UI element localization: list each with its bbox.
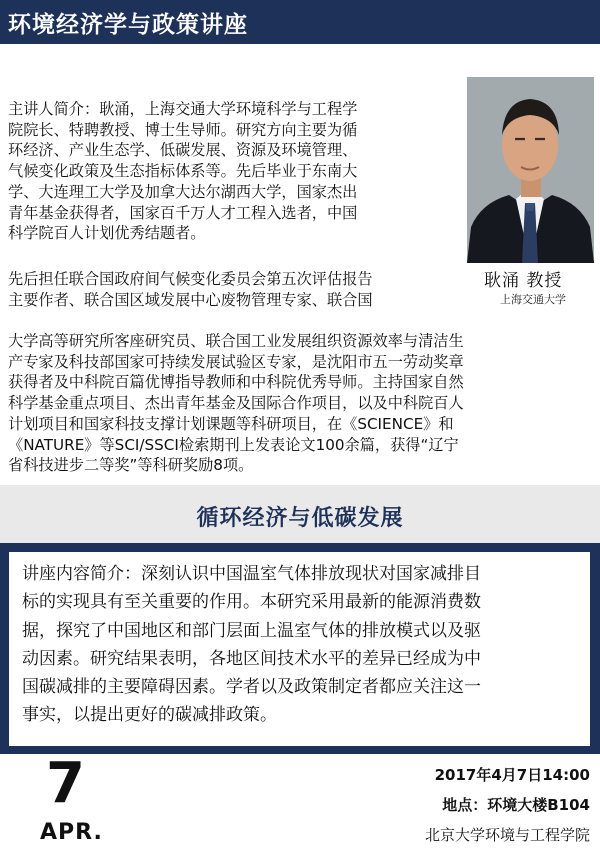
speaker-photo <box>467 77 594 263</box>
bio-line: 计划项目和国家科技支撑计划课题等科研项目，在《SCIENCE》和 <box>8 414 454 433</box>
speaker-bio-top <box>8 99 468 244</box>
bio-line: 科学基金重点项目、杰出青年基金及国际合作项目，以及中科院百人 <box>8 394 464 413</box>
lecture-title: 循环经济与低碳发展 <box>196 506 404 531</box>
bio-line: 主要作者、联合国区域发展中心废物管理专家、联合国 <box>8 290 373 309</box>
bio-line: 大学高等研究所客座研究员、联合国工业发展组织资源效率与清洁生 <box>8 332 464 350</box>
speaker-name: 耿涌 教授 <box>484 271 563 291</box>
abstract-line: 动因素。研究结果表明，各地区间技术水平的差异已经成为中 <box>22 648 481 669</box>
lecture-abstract <box>22 560 580 730</box>
event-month: APR. <box>40 820 103 845</box>
bio-line: 气候变化政策及生态指标体系等。先后毕业于东南大 <box>8 162 358 181</box>
bio-line: 产专家及科技部国家可持续发展试验区专家，是沈阳市五一劳动奖章 <box>8 352 464 371</box>
bio-line: 先后担任联合国政府间气候变化委员会第五次评估报告 <box>8 270 373 288</box>
bio-line: 院院长、特聘教授、博士生导师。研究方向主要为循 <box>8 120 358 139</box>
bio-line: 科学院百人计划优秀结题者。 <box>8 224 206 243</box>
bio-line: 学、大连理工大学及加拿大达尔湖西大学，国家杰出 <box>8 182 358 201</box>
abstract-line: 据，探究了中国地区和部门层面上温室气体的排放模式以及驱 <box>22 620 481 641</box>
abstract-line: 标的实现具有至关重要的作用。本研究采用最新的能源消费数 <box>22 592 481 613</box>
abstract-line: 国碳减排的主要障碍因素。学者以及政策制定者都应关注这一 <box>22 677 481 698</box>
abstract-line: 事实，以提出更好的碳减排政策。 <box>22 705 277 726</box>
bio-line: 省科技进步二等奖”等科研奖励8项。 <box>8 456 254 475</box>
speaker-bio-mid <box>8 269 486 310</box>
speaker-bio-bottom <box>8 331 596 476</box>
bio-line: 青年基金获得者，国家百千万人才工程入选者，中国 <box>8 203 358 222</box>
page-title: 环境经济学与政策讲座 <box>8 12 248 38</box>
speaker-affiliation: 上海交通大学 <box>500 293 566 306</box>
speaker-portrait-image <box>467 77 594 263</box>
bio-line: 主讲人简介：耿涌，上海交通大学环境科学与工程学 <box>8 100 358 118</box>
event-day: 7 <box>46 751 85 816</box>
abstract-line: 讲座内容简介：深刻认识中国温室气体排放现状对国家减排目 <box>22 564 481 584</box>
event-location: 地点：环境大楼B104 <box>442 796 590 814</box>
bio-line: 获得者及中科院百篇优博指导教师和中科院优秀导师。主持国家自然 <box>8 373 464 392</box>
bio-line: 环经济、产业生态学、低碳发展、资源及环境管理、 <box>8 141 358 160</box>
bio-line: 《NATURE》等SCI/SSCI检索期刊上发表论文100余篇，获得“辽宁 <box>8 435 459 454</box>
event-datetime: 2017年4月7日14:00 <box>434 766 590 784</box>
event-organizer: 北京大学环境与工程学院 <box>424 826 590 844</box>
